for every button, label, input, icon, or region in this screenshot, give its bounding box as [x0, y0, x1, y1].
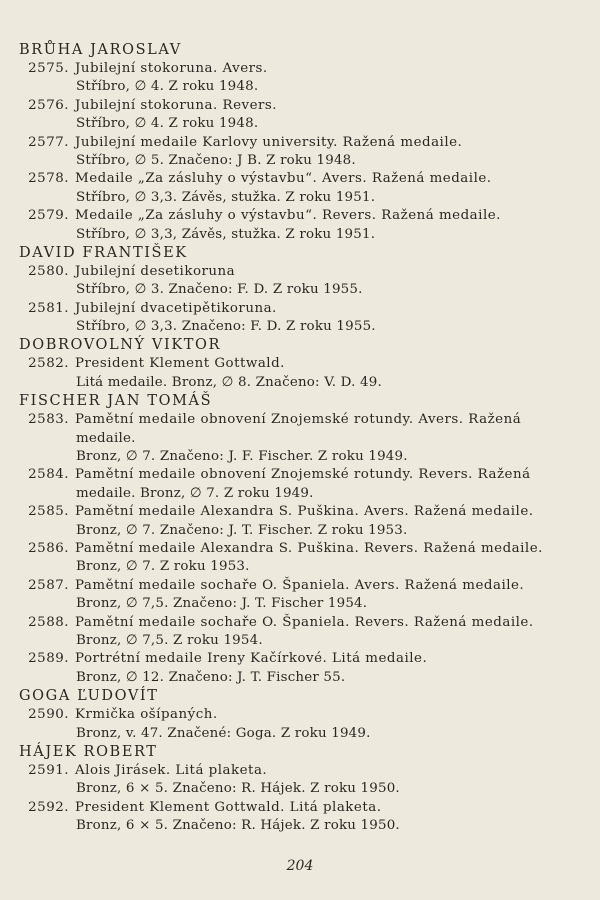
entry-title-line — [19, 466, 579, 484]
entry-title: Krmička ošípaných. — [75, 707, 218, 723]
entry-title: Jubilejní dvacetipětikoruna. — [75, 300, 277, 316]
entry-detail-line — [19, 152, 579, 170]
entry-detail-text: Stříbro, ∅ 3,3. Značeno: F. D. Z roku 1955. — [76, 319, 376, 335]
entry-title-line — [19, 706, 579, 724]
entry-detail-line — [19, 485, 579, 503]
entry-title: Pamětní medaile obnovení Znojemské rotundy. Avers. Ražená — [75, 412, 522, 428]
author-section — [19, 336, 579, 392]
entry-detail-text: medaile. Bronz, ∅ 7. Z roku 1949. — [76, 485, 314, 501]
entry-title: Pamětní medaile sochaře O. Španiela. Avers. Ražená medaile. — [75, 577, 525, 593]
author-section — [19, 41, 579, 244]
author-heading: FISCHER JAN TOMÁŠ — [19, 393, 213, 410]
author-heading: BRŮHA JAROSLAV — [19, 42, 182, 58]
entry-title: Jubilejní stokoruna. Avers. — [75, 61, 268, 76]
entry-detail-text: Bronz, ∅ 7,5. Značeno: J. T. Fischer 1954. — [76, 596, 368, 612]
entry-title-line — [19, 170, 579, 188]
author-heading: GOGA ĽUDOVÍT — [19, 688, 159, 705]
entry-title-line — [19, 503, 579, 521]
entry-title-line — [19, 577, 579, 595]
entry-title-line — [19, 411, 579, 429]
catalog-entry — [19, 411, 579, 466]
entry-title: President Klement Gottwald. — [75, 356, 285, 372]
catalog-entry — [19, 97, 579, 134]
entry-title-line — [19, 540, 579, 558]
entry-number: 2583. — [28, 412, 69, 428]
author-heading: DAVID FRANTIŠEK — [19, 244, 188, 261]
entry-number: 2586. — [28, 540, 69, 556]
entry-detail-line — [19, 558, 579, 576]
author-section — [19, 743, 579, 836]
entry-number: 2581. — [28, 300, 69, 316]
catalog-entry — [19, 207, 579, 244]
entry-detail-text: Stříbro, ∅ 4. Z roku 1948. — [76, 79, 259, 95]
entry-title: Jubilejní medaile Karlovy university. Ražená medaile. — [75, 134, 463, 150]
entry-title: Medaile „Za zásluhy o výstavbu“. Revers. Ražená medaile. — [75, 208, 501, 224]
entry-title-line — [19, 614, 579, 632]
author-section — [19, 392, 579, 687]
entry-title: President Klement Gottwald. Litá plaketa. — [75, 799, 382, 815]
catalog-entry — [19, 706, 579, 743]
entry-detail-line — [19, 226, 579, 244]
entry-detail-line — [19, 281, 579, 299]
author-heading: DOBROVOLNÝ VIKTOR — [19, 337, 222, 354]
entry-detail-line — [19, 189, 579, 207]
entry-detail-line — [19, 115, 579, 133]
catalog-entry — [19, 577, 579, 614]
entry-number: 2578. — [28, 171, 69, 187]
entry-title: Medaile „Za zásluhy o výstavbu“. Avers. Ražená medaile. — [75, 171, 492, 187]
entry-detail-line — [19, 725, 579, 743]
entry-detail-line — [19, 374, 579, 392]
entry-title-line — [19, 207, 579, 225]
catalog-entry — [19, 170, 579, 207]
entry-detail-text: Bronz, ∅ 7. Z roku 1953. — [76, 559, 250, 575]
entry-number: 2582. — [28, 356, 69, 372]
entry-title-line — [19, 762, 579, 780]
author-section — [19, 244, 579, 337]
entry-detail-text: Bronz, 6 × 5. Značeno: R. Hájek. Z roku 1950. — [76, 818, 400, 834]
author-section — [19, 687, 579, 743]
entry-number: 2590. — [28, 707, 69, 723]
catalog-entry — [19, 540, 579, 577]
entry-detail-text: Bronz, ∅ 7. Značeno: J. F. Fischer. Z roku 1949. — [76, 449, 408, 465]
entry-title: Alois Jirásek. Litá plaketa. — [75, 762, 268, 778]
entry-number: 2591. — [28, 762, 69, 778]
entry-detail-text: Litá medaile. Bronz, ∅ 8. Značeno: V. D. 49. — [76, 374, 382, 390]
catalog-entry — [19, 466, 579, 503]
entry-detail-line — [19, 780, 579, 798]
entry-title-line — [19, 60, 579, 78]
entry-title-line — [19, 263, 579, 281]
entry-detail-text: Stříbro, ∅ 3. Značeno: F. D. Z roku 1955. — [76, 282, 363, 298]
entry-title: Pamětní medaile sochaře O. Španiela. Revers. Ražená medaile. — [75, 614, 534, 630]
catalog-content — [19, 41, 579, 835]
entry-detail-text: Stříbro, ∅ 5. Značeno: J B. Z roku 1948. — [76, 152, 356, 168]
catalog-entry — [19, 503, 579, 540]
catalog-entry — [19, 614, 579, 651]
entry-title: Jubilejní desetikoruna — [75, 263, 236, 279]
catalog-entry — [19, 355, 579, 392]
entry-number: 2592. — [28, 799, 69, 815]
entry-title-line — [19, 799, 579, 817]
catalog-entry — [19, 300, 579, 337]
entry-detail-text: Bronz, v. 47. Značené: Goga. Z roku 1949. — [76, 725, 371, 741]
entry-detail-text: Bronz, ∅ 7. Značeno: J. T. Fischer. Z roku 1953. — [76, 522, 408, 538]
entry-number: 2577. — [28, 134, 69, 150]
entry-number: 2585. — [28, 504, 69, 520]
entry-number: 2575. — [28, 61, 69, 76]
entry-title: Pamětní medaile Alexandra S. Puškina. Avers. Ražená medaile. — [75, 504, 534, 520]
entry-detail-line — [19, 448, 579, 466]
entry-number: 2579. — [28, 208, 69, 224]
entry-detail-text: Stříbro, ∅ 4. Z roku 1948. — [76, 116, 259, 132]
entry-detail-text: Stříbro, ∅ 3,3, Závěs, stužka. Z roku 1951. — [76, 226, 376, 242]
catalog-entry — [19, 762, 579, 799]
entry-detail-line — [19, 817, 579, 835]
entry-title-line — [19, 355, 579, 373]
entry-number: 2588. — [28, 614, 69, 630]
entry-number: 2580. — [28, 263, 69, 279]
entry-title: Pamětní medaile obnovení Znojemské rotundy. Revers. Ražená — [75, 467, 531, 483]
entry-title-line — [19, 134, 579, 152]
page-number: 204 — [286, 858, 314, 874]
author-heading: HÁJEK ROBERT — [19, 743, 158, 760]
entry-title: Portrétní medaile Ireny Kačírkové. Litá medaile. — [75, 651, 428, 667]
entry-detail-line — [19, 522, 579, 540]
catalog-entry — [19, 134, 579, 171]
entry-title-line — [19, 650, 579, 668]
entry-detail-line — [19, 318, 579, 336]
entry-title: Pamětní medaile Alexandra S. Puškina. Revers. Ražená medaile. — [75, 540, 543, 556]
entry-title-line — [19, 97, 579, 115]
entry-number: 2587. — [28, 577, 69, 593]
entry-detail-line — [19, 632, 579, 650]
entry-detail-line — [19, 78, 579, 96]
entry-detail-line — [19, 595, 579, 613]
entry-title: Jubilejní stokoruna. Revers. — [75, 97, 278, 113]
entry-detail-text: medaile. — [76, 430, 136, 446]
catalog-entry — [19, 650, 579, 687]
entry-number: 2576. — [28, 97, 69, 113]
entry-detail-text: Stříbro, ∅ 3,3. Závěs, stužka. Z roku 1951. — [76, 189, 376, 205]
entry-detail-text: Bronz, ∅ 7,5. Z roku 1954. — [76, 632, 263, 648]
entry-detail-line — [19, 669, 579, 687]
catalog-entry — [19, 799, 579, 836]
catalog-entry — [19, 60, 579, 97]
catalog-entry — [19, 263, 579, 300]
entry-number: 2589. — [28, 651, 69, 667]
entry-number: 2584. — [28, 467, 69, 483]
entry-detail-line — [19, 430, 579, 448]
entry-detail-text: Bronz, 6 × 5. Značeno: R. Hájek. Z roku 1950. — [76, 781, 400, 797]
entry-title-line — [19, 300, 579, 318]
entry-detail-text: Bronz, ∅ 12. Značeno: J. T. Fischer 55. — [76, 669, 346, 685]
